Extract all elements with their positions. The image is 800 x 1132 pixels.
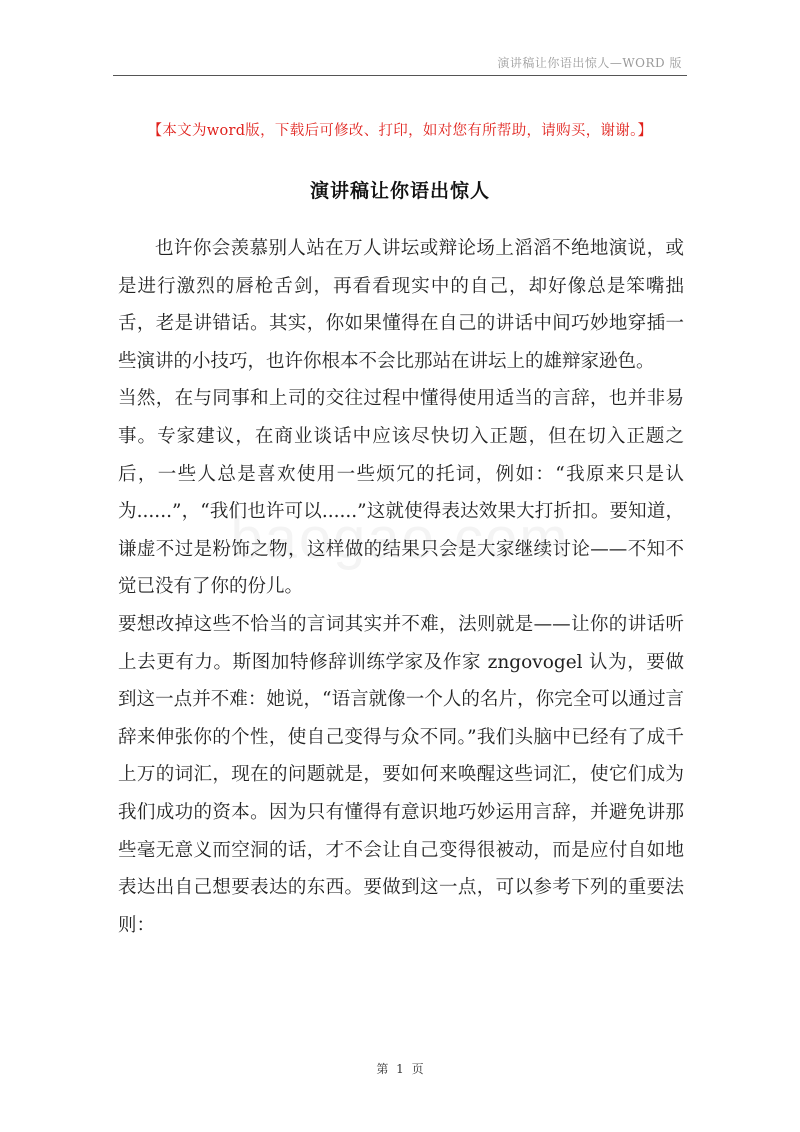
paragraph: 当然，在与同事和上司的交往过程中懂得使用适当的言辞，也并非易事。专家建议，在商业谈话中应该尽快切入正题，但在切入正题之后，一些人总是喜欢使用一些烦冗的托词，例如：“我原来只是认为......”，“我们也许可以......”这就使得表达效果大打折扣。要知道，谦虚不过是粉饰之物，这样做的结果只会是大家继续讨论——不知不觉已没有了你的份儿。 xyxy=(118,388,684,598)
purchase-notice: 【本文为word版，下载后可修改、打印，如对您有所帮助，请购买，谢谢。】 xyxy=(147,123,653,139)
running-header: 演讲稿让你语出惊人—WORD 版 xyxy=(497,56,682,70)
document-body xyxy=(118,230,684,944)
paragraph: 要想改掉这些不恰当的言词其实并不难，法则就是——让你的讲话听上去更有力。斯图加特修辞训练学家及作家 zngovogel 认为，要做到这一点并不难：她说，“语言就像一个人的名片，你完全可以通过言辞来伸张你的个性，使自己变得与众不同。”我们头脑中已经有了成千上万的词汇，现在的问题就是，要如何来唤醒这些词汇，使它们成为我们成功的资本。因为只有懂得有意识地巧妙运用言辞，并避免讲那些毫无意义而空洞的话，才不会让自己变得很被动，而是应付自如地表达出自己想要表达的东西。要做到这一点，可以参考下列的重要法则： xyxy=(118,613,684,936)
page-footer xyxy=(0,1060,800,1077)
page-number: 1 xyxy=(396,1062,404,1076)
document-title: 演讲稿让你语出惊人 xyxy=(309,180,490,202)
header-divider xyxy=(113,75,687,76)
paragraph: 也许你会羡慕别人站在万人讲坛或辩论场上滔滔不绝地演说，或是进行激烈的唇枪舌剑，再看看现实中的自己，却好像总是笨嘴拙舌，老是讲错话。其实，你如果懂得在自己的讲话中间巧妙地穿插一些演讲的小技巧，也许你根本不会比那站在讲坛上的雄辩家逊色。 xyxy=(118,238,684,372)
page-prefix: 第 xyxy=(376,1062,389,1076)
page-suffix: 页 xyxy=(411,1062,424,1076)
